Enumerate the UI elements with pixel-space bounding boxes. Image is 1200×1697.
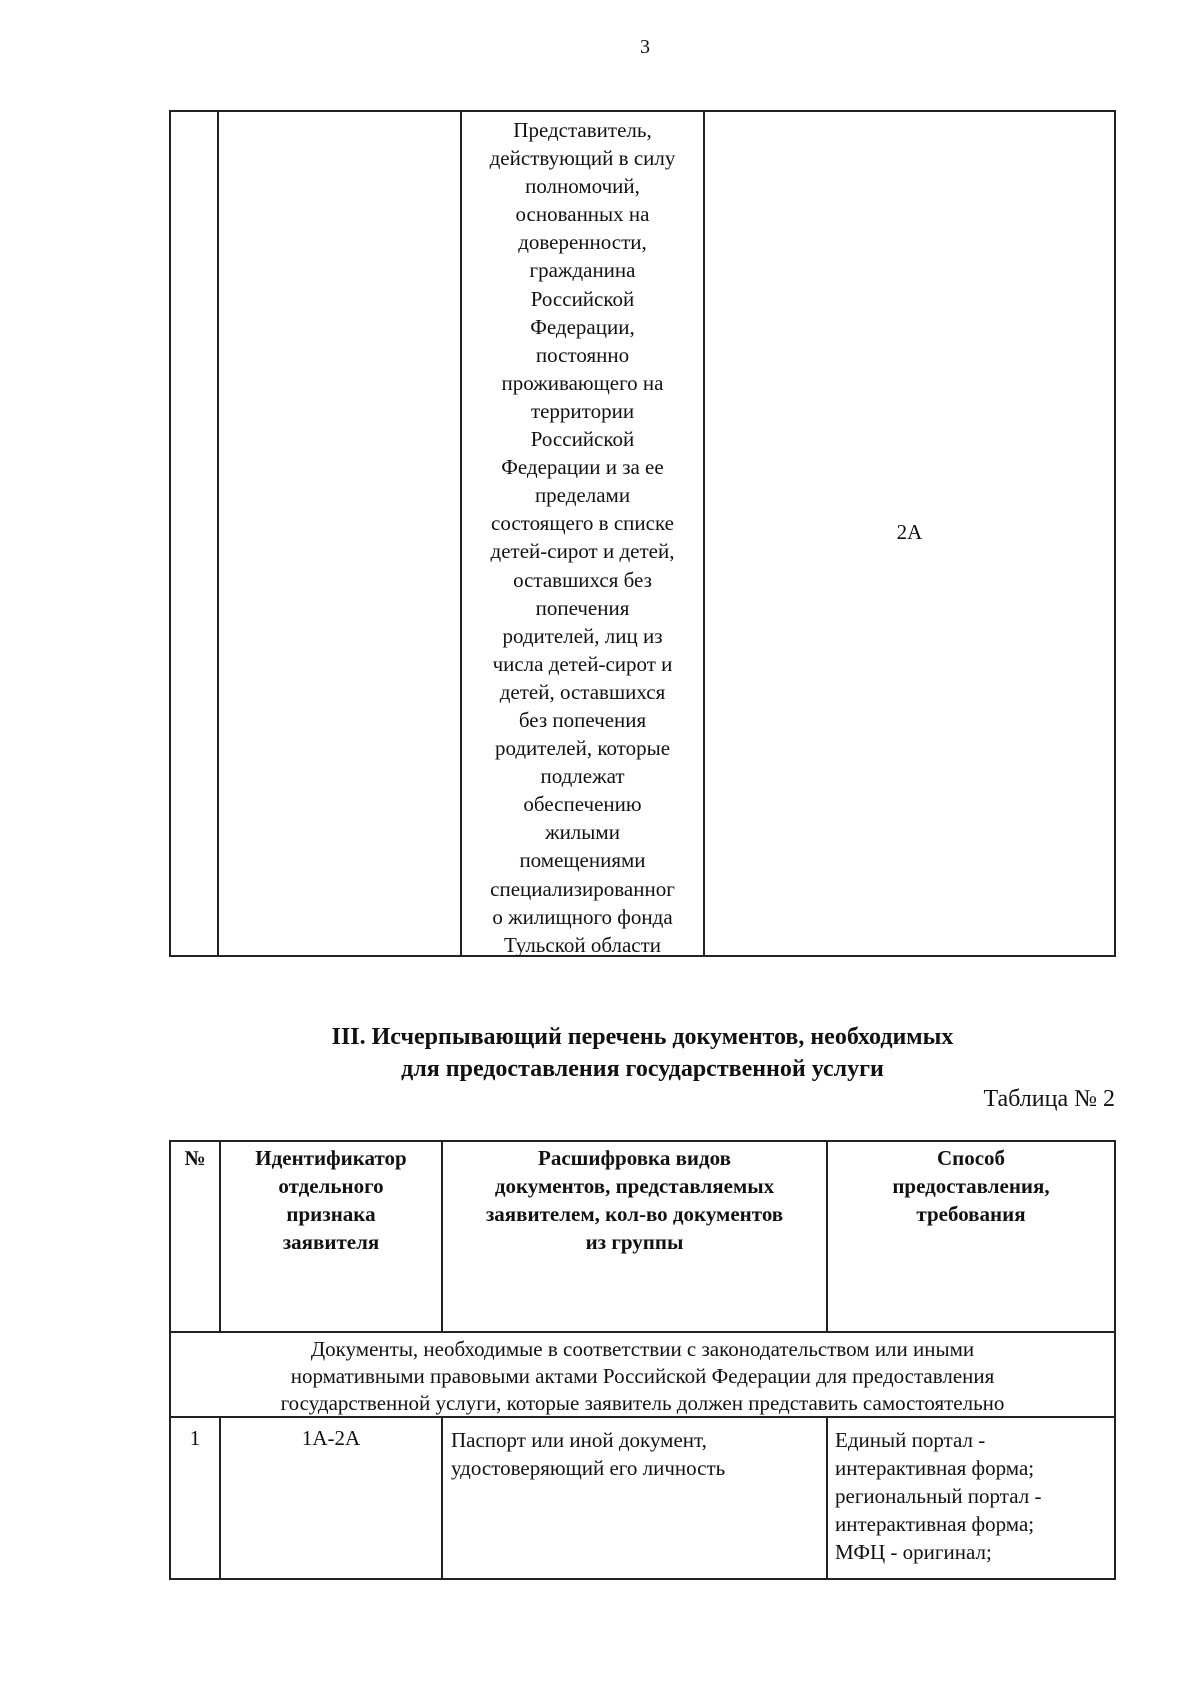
row-decoding-line: удостоверяющий его личность bbox=[451, 1456, 726, 1480]
cell-line: полномочий, bbox=[525, 174, 640, 199]
cell-line: оставшихся без bbox=[513, 567, 652, 592]
column-divider bbox=[826, 1416, 828, 1580]
cell-line: пределами bbox=[534, 483, 631, 508]
cell-line: доверенности, bbox=[518, 230, 647, 255]
cell-line: территории bbox=[530, 398, 635, 423]
group-row-line: Документы, необходимые в соответствии с законодательством или иными bbox=[310, 1337, 975, 1361]
row-decoding bbox=[451, 1426, 823, 1482]
cell-line: числа детей-сирот и bbox=[492, 651, 673, 676]
page-number: 3 bbox=[640, 36, 650, 58]
header-line: Идентификатор bbox=[255, 1146, 407, 1170]
cell-line: жилыми bbox=[545, 820, 620, 845]
header-line: требования bbox=[916, 1202, 1026, 1226]
row-method-line: Единый портал - bbox=[835, 1428, 986, 1452]
row-decoding-line: Паспорт или иной документ, bbox=[451, 1428, 707, 1452]
header-line: заявителем, кол-во документов bbox=[485, 1202, 784, 1226]
row-method bbox=[835, 1426, 1113, 1566]
cell-line: состоящего в списке bbox=[491, 511, 674, 536]
cell-line: о жилищного фонда bbox=[492, 904, 673, 929]
table-border-top bbox=[169, 1140, 1116, 1142]
cell-line: постоянно bbox=[535, 342, 630, 367]
header-line: документов, представляемых bbox=[494, 1174, 775, 1198]
header-row-divider bbox=[169, 1331, 1116, 1333]
cell-line: родителей, которые bbox=[494, 736, 671, 761]
documents-table bbox=[169, 1140, 1116, 1580]
section-title-line: III. Исчерпывающий перечень документов, необходимых bbox=[331, 1024, 954, 1050]
row-identifier: 1А-2А bbox=[301, 1426, 361, 1450]
cell-line: Федерации, bbox=[530, 314, 635, 339]
cell-line: детей, оставшихся bbox=[499, 679, 666, 704]
cell-line: детей-сирот и детей, bbox=[490, 539, 675, 564]
applicant-category-cell bbox=[462, 116, 703, 959]
cell-line: без попечения bbox=[518, 707, 647, 732]
cell-line: подлежат bbox=[540, 764, 625, 789]
cell-line: помещениями bbox=[519, 848, 646, 873]
section-title-line: для предоставления государственной услуги bbox=[401, 1056, 884, 1082]
cell-line: попечения bbox=[535, 595, 630, 620]
column-divider bbox=[217, 110, 219, 957]
row-method-line: интерактивная форма; bbox=[835, 1512, 1035, 1536]
cell-line: родителей, лиц из bbox=[502, 623, 663, 648]
row-method-line: интерактивная форма; bbox=[835, 1456, 1035, 1480]
cell-line: Российской bbox=[530, 427, 635, 452]
table-border-bottom bbox=[169, 1578, 1116, 1580]
cell-line: действующий в силу bbox=[489, 146, 676, 171]
header-line: признака bbox=[286, 1202, 376, 1226]
column-divider bbox=[441, 1416, 443, 1580]
row-method-line: региональный портал - bbox=[835, 1484, 1042, 1508]
header-line: заявителя bbox=[282, 1230, 380, 1254]
table-caption: Таблица № 2 bbox=[983, 1086, 1115, 1112]
cell-line: обеспечению bbox=[523, 792, 642, 817]
header-line: предоставления, bbox=[892, 1174, 1050, 1198]
table-border-left bbox=[169, 110, 171, 957]
table-border-top bbox=[169, 110, 1116, 112]
row-method-line: МФЦ - оригинал; bbox=[835, 1540, 992, 1564]
header-line: отдельного bbox=[278, 1174, 384, 1198]
cell-line: Тульской области bbox=[503, 932, 662, 957]
category-code-cell: 2А bbox=[896, 520, 923, 544]
table-border-right bbox=[1114, 110, 1116, 957]
header-line: Способ bbox=[936, 1146, 1006, 1170]
header-identifier bbox=[221, 1144, 441, 1256]
group-row-line: государственной услуги, которые заявитель должен представить самостоятельно bbox=[280, 1391, 1005, 1415]
cell-line: основанных на bbox=[515, 202, 650, 227]
section-heading bbox=[169, 1021, 1116, 1085]
header-method bbox=[828, 1144, 1114, 1228]
header-decoding bbox=[443, 1144, 826, 1256]
cell-line: Российской bbox=[530, 286, 635, 311]
group-row-text bbox=[169, 1336, 1116, 1417]
continuation-table bbox=[169, 110, 1116, 957]
row-num: 1 bbox=[189, 1426, 201, 1450]
cell-line: специализированног bbox=[490, 876, 675, 901]
group-row-line: нормативными правовыми актами Российской Федерации для предоставления bbox=[290, 1364, 995, 1388]
header-num: № bbox=[184, 1146, 206, 1170]
cell-line: Представитель, bbox=[513, 118, 652, 142]
cell-line: проживающего на bbox=[501, 370, 664, 395]
header-line: Расшифровка видов bbox=[538, 1146, 731, 1170]
cell-line: Федерации и за ее bbox=[501, 455, 664, 480]
cell-line: гражданина bbox=[529, 258, 636, 283]
header-line: из группы bbox=[585, 1230, 684, 1254]
